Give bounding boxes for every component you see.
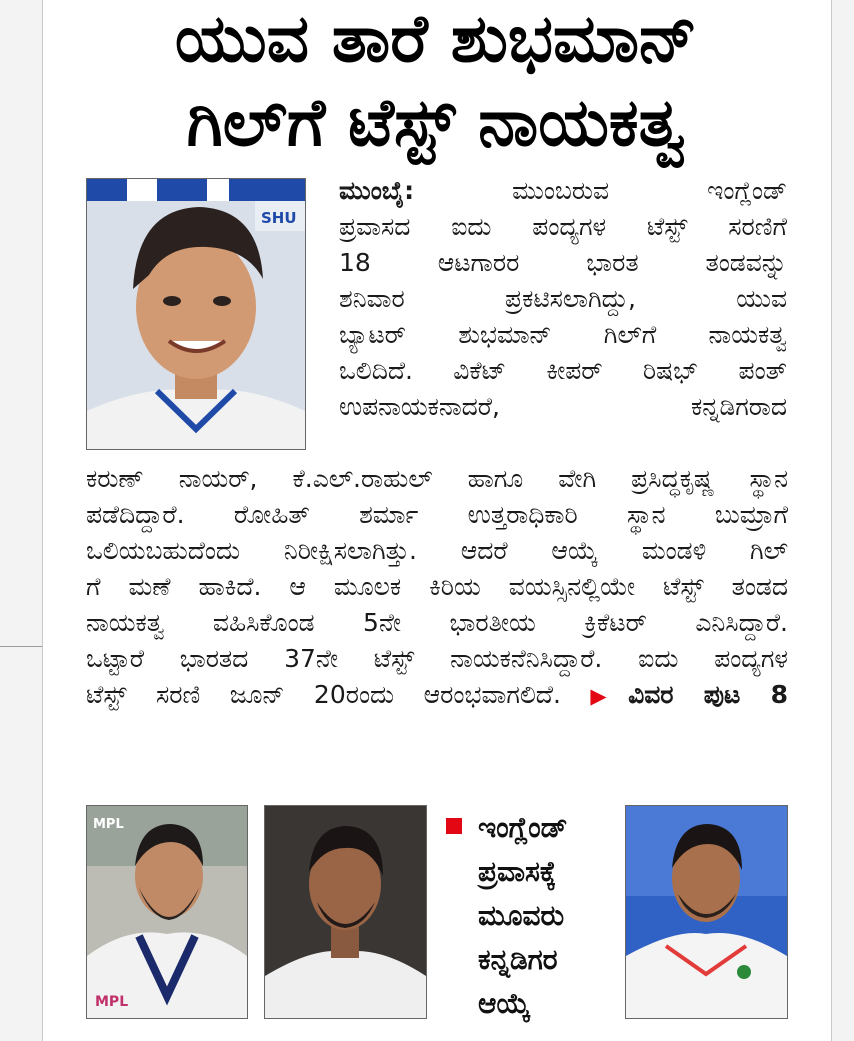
side-story-line: ಇಂಗ್ಲೆಂಡ್ <box>478 811 568 844</box>
continued-label: ವಿವರ <box>628 680 674 709</box>
article-last-line: ಟೆಸ್ಟ್ ಸರಣಿ ಜೂನ್ 20ರಂದು ಆರಂಭವಾಗಲಿದೆ. <box>86 680 561 709</box>
headline-line-1: ಯುವ ತಾರೆ ಶುಭಮಾನ್ <box>174 0 698 77</box>
player-photo-3 <box>625 805 788 1019</box>
play-arrow-icon: ▶ <box>590 684 629 708</box>
continued-link[interactable] <box>590 680 788 709</box>
red-square-bullet-icon <box>446 818 462 834</box>
article-line: ಒಲಿದಿದೆ. ವಿಕೆಟ್ ಕೀಪರ್ ರಿಷಭ್ ಪಂತ್ <box>339 356 787 385</box>
article-line: ಕರುಣ್ ನಾಯರ್, ಕೆ.ಎಲ್.ರಾಹುಲ್ ಹಾಗೂ ವೇಗಿ ಪ್ರಸಿದ್ಧಕೃಷ್ಣ ಸ್ಥಾನ <box>86 464 788 493</box>
side-story-line: ಆಯ್ಕೆ <box>478 987 531 1020</box>
jersey-text: SHU <box>261 209 297 227</box>
article-line: ನಾಯಕತ್ವ ವಹಿಸಿಕೊಂಡ 5ನೇ ಭಾರತೀಯ ಕ್ರಿಕೆಟರ್ ಎನಿಸಿದ್ದಾರೆ. <box>86 608 788 637</box>
article-line: ಗೆ ಮಣೆ ಹಾಕಿದೆ. ಆ ಮೂಲಕ ಕಿರಿಯ ವಯಸ್ಸಿನಲ್ಲಿಯೇ ಟೆಸ್ಟ್ ತಂಡದ <box>86 572 788 601</box>
article-line: ಉಪನಾಯಕನಾದರೆ, ಕನ್ನಡಿಗರಾದ <box>339 392 787 421</box>
article-column-text <box>339 173 787 425</box>
headline-line-2: ಗಿಲ್‌ಗೆ ಟೆಸ್ಟ್ ನಾಯಕತ್ವ <box>186 84 686 161</box>
svg-text:MPL: MPL <box>93 817 124 832</box>
article-line: ಮುಂಬರುವ ಇಂಗ್ಲೆಂಡ್ <box>512 176 788 205</box>
article-line: ಬ್ಯಾಟರ್ ಶುಭಮಾನ್ ಗಿಲ್‌ಗೆ ನಾಯಕತ್ವ <box>339 320 787 349</box>
player-photo-2 <box>264 805 427 1019</box>
side-story-line: ಕನ್ನಡಿಗರ <box>478 943 558 976</box>
side-story-line: ಮೂವರು <box>478 899 565 932</box>
article-line: ಒಲಿಯಬಹುದೆಂದು ನಿರೀಕ್ಷಿಸಲಾಗಿತ್ತು. ಆದರೆ ಆಯ್ಕೆ ಮಂಡಳಿ ಗಿಲ್ <box>86 536 788 565</box>
margin-rule <box>0 646 42 647</box>
lead-photo <box>86 178 306 450</box>
page-reference: ಪುಟ 8 <box>703 680 789 709</box>
article-line: ಶನಿವಾರ ಪ್ರಕಟಿಸಲಾಗಿದ್ದು, ಯುವ <box>339 284 787 313</box>
dateline: ಮುಂಬೈ: <box>339 176 415 205</box>
article-full-text <box>86 461 788 714</box>
side-story-line: ಪ್ರವಾಸಕ್ಕೆ <box>478 855 557 888</box>
jersey-logo: MPL <box>95 994 129 1010</box>
player-portrait-illustration <box>87 179 305 449</box>
article-line: 18 ಆಟಗಾರರ ಭಾರತ ತಂಡವನ್ನು <box>339 248 787 277</box>
article-line: ಪಡೆದಿದ್ದಾರೆ. ರೋಹಿತ್ ಶರ್ಮಾ ಉತ್ತರಾಧಿಕಾರಿ ಸ್ಥಾನ ಬುಮ್ರಾಗೆ <box>86 500 788 529</box>
article-line: ಒಟ್ಟಾರೆ ಭಾರತದ 37ನೇ ಟೆಸ್ಟ್ ನಾಯಕನೆನಿಸಿದ್ದಾರೆ. ಐದು ಪಂದ್ಯಗಳ <box>86 644 788 673</box>
article-line: ಪ್ರವಾಸದ ಐದು ಪಂದ್ಯಗಳ ಟೆಸ್ಟ್ ಸರಣಿಗೆ <box>339 212 787 241</box>
player-photo-1 <box>86 805 248 1019</box>
